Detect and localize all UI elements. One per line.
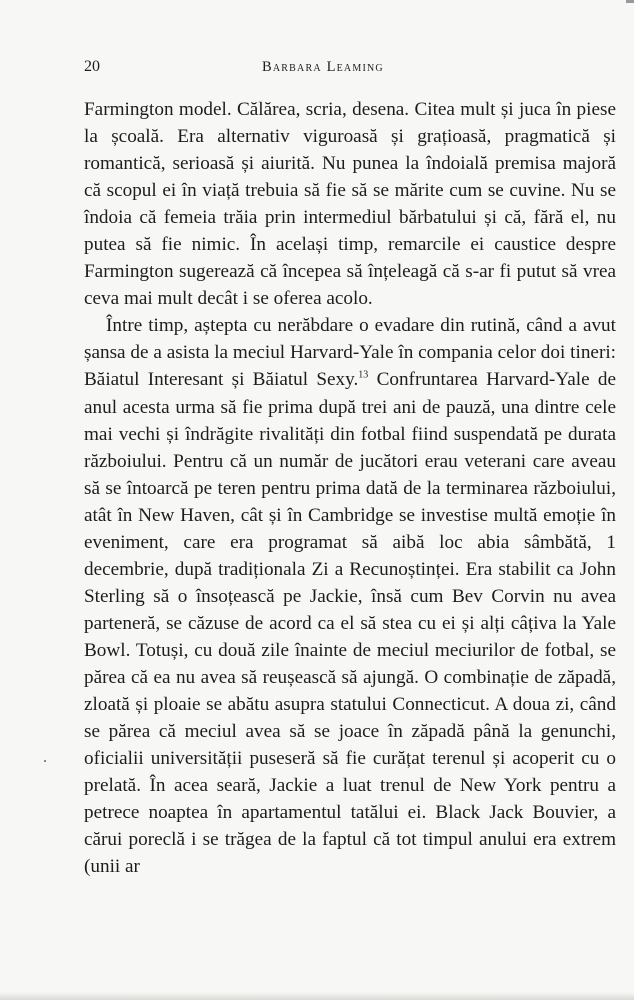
body-text xyxy=(84,96,616,880)
scan-speck xyxy=(44,760,46,762)
paragraph-1: Farmington model. Călărea, scria, desena. Citea mult și juca în piese la școală. Era alternativ viguroasă și grațioasă, pragmatică și romantică, serioasă și aiurită. Nu punea la îndoială premisa majoră că scopul ei în viață trebuia să fie să se mărite cum se cuvine. Nu se îndoia că femeia trăia prin intermediul bărbatului și că, fără el, nu putea să fie nimic. În același timp, remarcile ei caustice despre Farmington sugerează că începea să înțeleagă că s-ar fi putut să vrea ceva mai mult decât i se oferea acolo. xyxy=(84,99,616,310)
page-number: 20 xyxy=(84,58,100,75)
page-header xyxy=(84,58,614,82)
paragraph-2 xyxy=(84,312,616,880)
paragraph-2-part-1: Între timp, aștepta cu nerăbdare o evadare din rutină, când a avut șansa de a asista la meciul Harvard-Yale în compania celor doi tineri: Băiatul Interesant și Băiatul Sexy. xyxy=(84,315,616,391)
running-head-author: Barbara Leaming xyxy=(262,59,384,75)
scan-mark xyxy=(626,0,634,3)
page-bottom-edge xyxy=(0,992,634,1000)
footnote-ref-13: 13 xyxy=(358,370,369,382)
paragraph-2-part-2: Confruntarea Harvard-Yale de anul acesta urma să fie prima după trei ani de pauză, una dintre cele mai vechi și îndrăgite rivalități din fotbal fiind suspendată pe durata războiului. Pentru că un număr de jucători erau veterani care aveau să se întoarcă pe teren pentru prima dată de la terminarea războiului, atât în New Haven, cât și în Cambridge se investise multă emoție în eveniment, care era programat să aibă loc abia sâmbătă, 1 decembrie, după tradiționala Zi a Recunoștinței. Era stabilit ca John Sterling să o însoțească pe Jackie, însă cum Bev Corvin nu avea parteneră, se căzuse de acord ca el să stea cu ei și alți câțiva la Yale Bowl. Totuși, cu două zile înainte de meciul meciurilor de fotbal, se părea că ea nu avea să reușească să ajungă. O combinație de zăpadă, zloată și ploaie se abătu asupra statului Connecticut. A doua zi, când se părea că meciul avea să se joace în zăpadă până la genunchi, oficialii universității puseseră să fie curățat terenul și acoperit cu o prelată. În acea seară, Jackie a luat trenul de New York pentru a petrece noaptea în apartamentul tatălui ei. Black Jack Bouvier, a cărui poreclă i se trăgea de la faptul că tot timpul anului era extrem (unii ar xyxy=(84,369,616,878)
